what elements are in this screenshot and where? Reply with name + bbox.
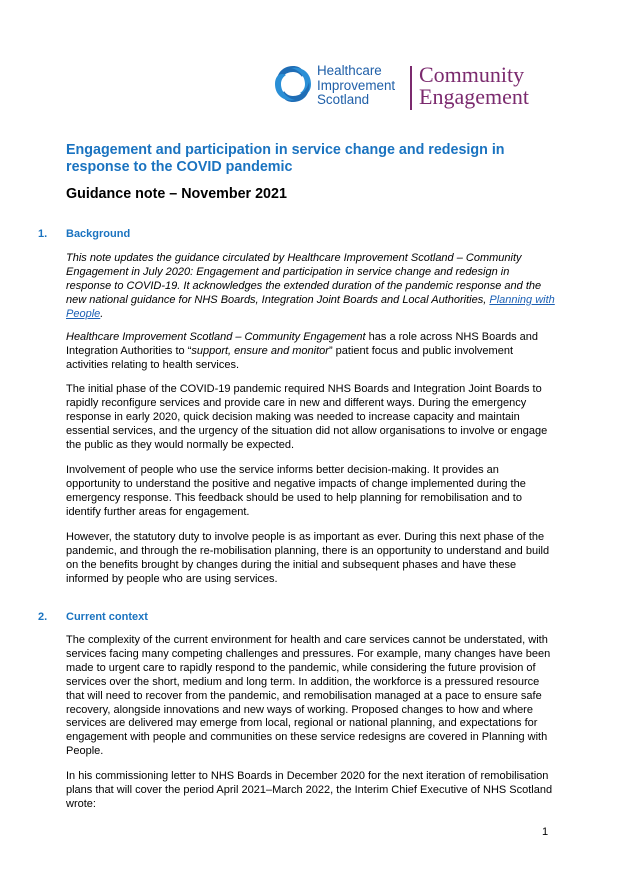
document-title: Engagement and participation in service change and redesign in response to the COVID pandemic [66,142,505,175]
section-1-paragraph-1-text: This note updates the guidance circulated by Healthcare Improvement Scotland – Community Engagement in July 2020: Engagement and participation in service change and redesign in response to COVID-19. It acknowledges the extended duration of the pandemic response and the new national guidance for NHS Boards, Integration Joint Boards and Local Authorities, [66,252,542,306]
section-1-paragraph-2-quote: support, ensure and monitor [191,344,329,357]
logo-divider [410,66,412,110]
his-swirl-logo-icon [271,62,315,106]
his-wordmark-line-3: Scotland [317,92,370,107]
section-1-paragraph-5: However, the statutory duty to involve people is as important as ever. During this next phase of the pandemic, and through the re-mobilisation planning, there is an opportunity to understand and build on the benefits brought by changes during the initial and subsequent phases and have these informed by people who are using services. [66,531,550,585]
his-wordmark-line-2: Improvement [317,77,396,93]
his-wordmark [317,64,395,108]
section-2-paragraph-1: The complexity of the current environment for health and care services cannot be understated, with services facing many competing challenges and pressures. For example, many changes have been made to urgent care to rapidly respond to the pandemic, while considering the future provision of services over the short, medium and long term. In addition, the workforce is a pressured resource that will need to recover from the pandemic, and remobilisation managed at a pace to ensure safe recovery, alongside innovations and new ways of working. Proposed changes to how and where services are delivered may emerge from local, regional or national planning, and expectations for engagement with people and communities on these service redesigns are covered in Planning with People. [66,634,551,758]
section-1-paragraph-2-mid: has a role across NHS Boards and Integration Authorities to “ [66,331,539,357]
section-1-paragraph-2-end: ” patient focus and public involvement activities relating to health services. [66,344,514,371]
ce-wordmark-line-1: Community [419,62,525,87]
ce-wordmark-line-2: Engagement [419,84,529,109]
document-subtitle: Guidance note – November 2021 [66,186,287,202]
ce-wordmark [419,64,529,108]
logo [271,58,561,114]
section-1-number: 1. [38,228,48,240]
his-wordmark-line-1: Healthcare [317,63,382,78]
section-1-paragraph-1 [66,252,556,322]
section-1-paragraph-1-end: . [100,307,104,320]
page-number: 1 [542,826,549,838]
section-1-paragraph-3: The initial phase of the COVID-19 pandemic required NHS Boards and Integration Joint Boards to rapidly reconfigure services and provide care in new and different ways. During the emergency response in early 2020, quick decision making was needed to increase capacity and maintain essential services, and the urgency of the situation did not allow organisations to involve or engage the public as they would normally be expected. [66,383,548,451]
section-2-paragraph-2: In his commissioning letter to NHS Boards in December 2020 for the next iteration of remobilisation plans that will cover the period April 2021–March 2022, the Interim Chief Executive of NHS Scotland wrote: [66,770,553,810]
section-2-number: 2. [38,611,48,623]
section-1-heading: Background [66,228,131,240]
planning-with-people-link[interactable]: Planning with People [66,293,555,320]
section-1-paragraph-4: Involvement of people who use the service informs better decision-making. It provides an opportunity to understand the positive and negative impacts of change implemented during the emergency response. This feedback should be used to help planning for remobilisation and to identify further areas for engagement. [66,464,526,518]
section-1-paragraph-2 [66,331,556,373]
section-1-paragraph-2-org: Healthcare Improvement Scotland – Community Engagement [66,331,366,343]
section-2-heading: Current context [66,611,148,623]
